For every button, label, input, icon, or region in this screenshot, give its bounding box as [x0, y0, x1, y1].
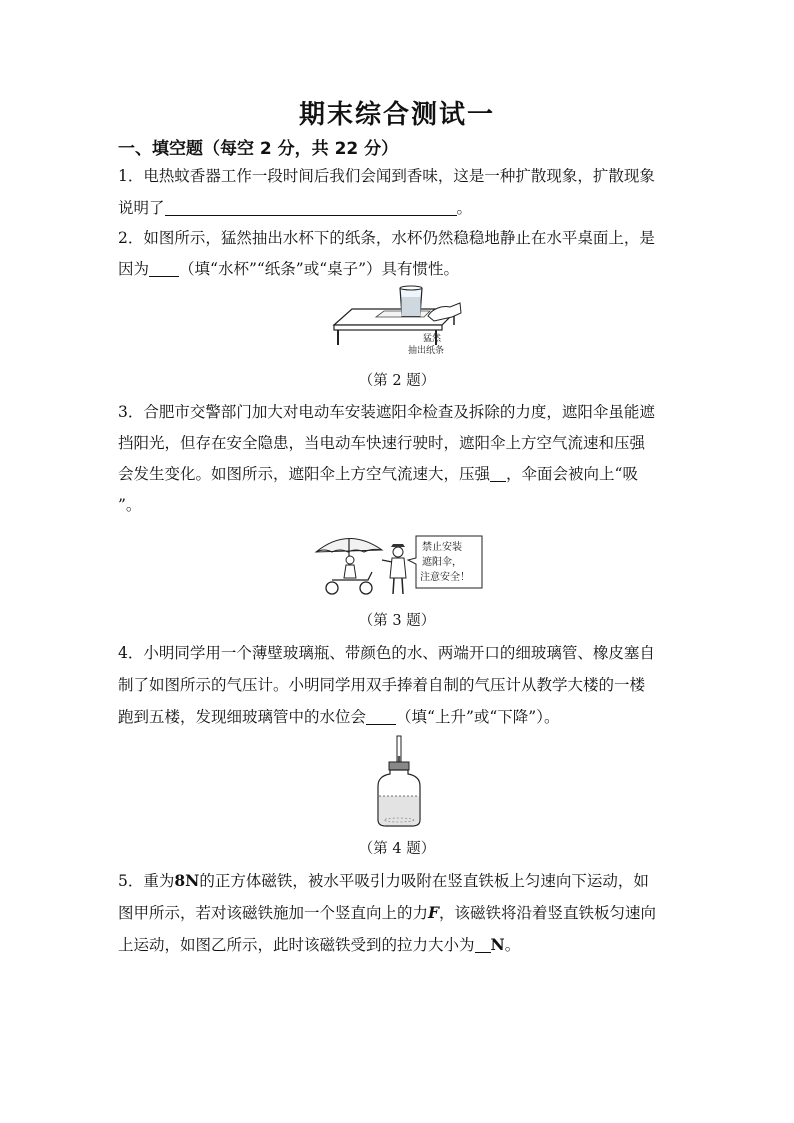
q2-line1: 2．如图所示，猛然抽出水杯下的纸条，水杯仍然稳稳地静止在水平桌面上，是 [118, 229, 655, 247]
q3-answer-blank[interactable] [490, 465, 506, 482]
scooter-wheel [326, 582, 338, 594]
barometer-bottle-illustration [374, 734, 424, 830]
q2-figure [330, 283, 465, 361]
q5-line2 [118, 901, 656, 923]
q1-answer-blank[interactable] [165, 199, 457, 216]
fig-label-pull: 抽出纸条 [408, 346, 445, 356]
q1-line1: 1．电热蚊香器工作一段时间后我们会闻到香味，这是一种扩散现象，扩散现象 [118, 167, 655, 185]
q3-line3-pre: 会发生变化。如图所示，遮阳伞上方空气流速大，压强 [118, 465, 491, 483]
fig-label-sudden: 猛然 [423, 334, 442, 344]
q2-line2-post: （填“水杯”“纸条”或“桌子”）具有惯性。 [179, 260, 460, 278]
q1-line2 [118, 196, 472, 218]
q3-figure [312, 530, 488, 602]
q5-line1 [118, 869, 649, 891]
q1-line2-pre: 说明了 [118, 199, 165, 217]
q4-answer-blank[interactable] [366, 708, 396, 725]
q4-line3-pre: 跑到五楼，发现细玻璃管中的水位会 [118, 708, 367, 726]
q4-line3 [118, 705, 559, 727]
q5-answer-blank[interactable] [475, 936, 491, 953]
glass-rim [400, 286, 422, 290]
q2-line2 [118, 257, 459, 279]
bubble-line2: 遮阳伞， [422, 557, 462, 568]
q5-line2-pre: 图甲所示，若对该磁铁施加一个竖直向上的力 [118, 904, 429, 922]
officer-head [393, 547, 403, 557]
q3-line1: 3．合肥市交警部门加大对电动车安装遮阳伞检查及拆除的力度，遮阳伞虽能遮 [118, 403, 655, 421]
q2-line2-pre: 因为 [118, 260, 150, 278]
q5-force: F [428, 903, 440, 922]
officer-arm [382, 560, 392, 562]
q5-line1-pre: 5．重为 [118, 872, 175, 890]
q4-figure [374, 734, 424, 830]
rider-head [346, 556, 354, 564]
q5-unit: N [490, 935, 505, 954]
q3-line3 [118, 462, 638, 484]
scooter-wheel [360, 582, 372, 594]
officer-body [390, 558, 406, 578]
rider-body [344, 565, 356, 578]
q2-answer-blank[interactable] [149, 260, 179, 277]
q3-line3-post: ，伞面会被向上“吸 [506, 465, 638, 483]
q4-caption: （第 4 题） [358, 841, 436, 857]
q5-line2-post: ，该磁铁将沿着竖直铁板匀速向 [439, 904, 657, 922]
officer-cap [391, 544, 405, 547]
q3-line2: 挡阳光，但存在安全隐患，当电动车快速行驶时，遮阳伞上方空气流速和压强 [118, 434, 646, 452]
page-title: 期末综合测试一 [298, 100, 495, 130]
q5-line3-end: 。 [504, 936, 521, 954]
bubble-line3: 注意安全！ [420, 572, 470, 583]
q5-line1-post: 的正方体磁铁，被水平吸引力吸附在竖直铁板上匀速向下运动，如 [199, 872, 649, 890]
q3-caption: （第 3 题） [358, 613, 436, 629]
q4-line2: 制了如图所示的气压计。小明同学用双手捧着自制的气压计从教学大楼的一楼 [118, 676, 646, 694]
q4-line1: 4．小明同学用一个薄壁玻璃瓶、带颜色的水、两端开口的细玻璃管、橡皮塞自 [118, 644, 655, 662]
q3-line4: ”。 [118, 496, 142, 514]
bubble-line1: 禁止安装 [422, 542, 462, 553]
q5-weight: 8N [174, 871, 200, 890]
section-heading: 一、填空题（每空 2 分，共 22 分） [118, 139, 399, 159]
q5-line3-text: 上运动，如图乙所示，此时该磁铁受到的拉力大小为 [118, 936, 475, 954]
rubber-stopper [389, 762, 409, 770]
q2-caption: （第 2 题） [358, 373, 436, 389]
glass-water [402, 297, 421, 316]
q5-line3 [118, 933, 520, 955]
table-cup-illustration [330, 283, 465, 361]
umbrella-scooter-illustration [312, 530, 488, 602]
table-edge [334, 325, 442, 330]
q1-line2-post: 。 [456, 199, 473, 217]
q4-line3-post: （填“上升”或“下降”）。 [396, 708, 560, 726]
hand-icon [428, 303, 461, 321]
